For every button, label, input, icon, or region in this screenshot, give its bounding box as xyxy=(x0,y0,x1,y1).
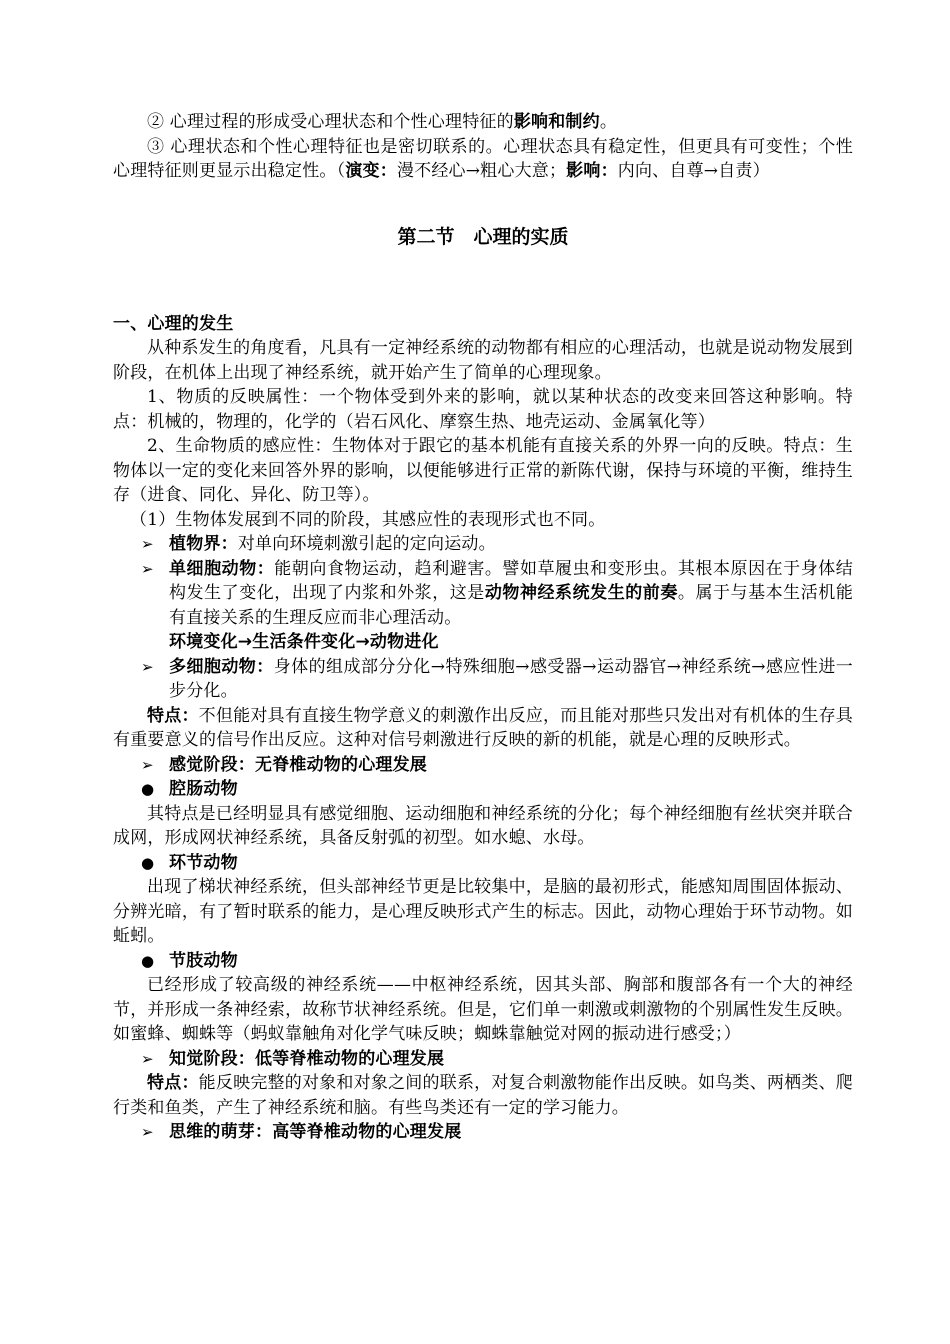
arrow-bullet-icon: ➢ xyxy=(141,1049,154,1068)
list-item-perception-stage: ➢ 知觉阶段：低等脊椎动物的心理发展 xyxy=(113,1047,853,1072)
paragraph-7: 特点：不但能对具有直接生物学意义的刺激作出反应，而且能对那些只发出对有机体的生存具有重要意义的信号作出反应。这种对信号刺激进行反映的新的机能，就是心理的反映形式。 xyxy=(113,705,853,750)
list-item-plant: ➢ 植物界：对单向环境刺激引起的定向运动。 xyxy=(113,532,853,557)
arrow-bullet-icon: ➢ xyxy=(141,755,154,774)
arrow-bullet-icon: ➢ xyxy=(141,657,154,676)
paragraph-3: 从种系发生的角度看，凡具有一定神经系统的动物都有相应的心理活动，也就是说动物发展到阶段，在机体上出现了神经系统，就开始产生了简单的心理现象。 xyxy=(113,338,853,383)
arrow-bullet-icon: ➢ xyxy=(141,559,154,578)
section-title: 第二节 心理的实质 xyxy=(397,225,569,248)
paragraph-1: ② 心理过程的形成受心理状态和个性心理特征的影响和制约。 xyxy=(147,112,618,132)
heading-origin: 一、心理的发生 xyxy=(113,313,234,334)
dot-bullet-icon: ● xyxy=(141,780,155,798)
dot-bullet-icon: ● xyxy=(141,853,155,872)
list-item-single-cell: ➢ 单细胞动物：能朝向食物运动，趋利避害。譬如草履虫和变形虫。其根本原因在于身体结构发生了变化，出现了内浆和外浆，这是动物神经系统发生的前奏。属于与基本生活机能有直接关系的生理反应而非心理活动。 xyxy=(141,558,854,628)
paragraph-4: 1、物质的反映属性：一个物体受到外来的影响，就以某种状态的改变来回答这种影响。特点：机械的，物理的，化学的（岩石风化、摩察生热、地壳运动、金属氧化等） xyxy=(113,387,853,432)
list-item-arthropoda: ● 节肢动物 xyxy=(113,949,853,974)
paragraph-2: ③ 心理状态和个性心理特征也是密切联系的。心理状态具有稳定性，但更具有可变性；个性心理特征则更显示出稳定性。（演变：漫不经心→粗心大意；影响：内向、自尊→自责） xyxy=(113,136,853,181)
document-page xyxy=(113,110,853,1145)
list-item-multi-cell: ➢ 多细胞动物：身体的组成部分分化→特殊细胞→感受器→运动器官→神经系统→感应性进一步分化。 xyxy=(141,656,853,701)
paragraph-11: 特点：能反映完整的对象和对象之间的联系，对复合刺激物能作出反映。如鸟类、两栖类、爬行类和鱼类，产生了神经系统和脑。有些鸟类还有一定的学习能力。 xyxy=(113,1073,853,1118)
paragraph-5: 2、生命物质的感应性：生物体对于跟它的基本机能有直接关系的外界一向的反映。特点：生物体以一定的变化来回答外界的影响，以便能够进行正常的新陈代谢，保持与环境的平衡，维持生存（进食、同化、异化、防卫等）。 xyxy=(113,436,853,505)
paragraph-6: （1）生物体发展到不同的阶段，其感应性的表现形式也不同。 xyxy=(130,509,606,530)
list-item-sense-stage: ➢ 感觉阶段：无脊椎动物的心理发展 xyxy=(113,753,853,778)
env-line: 环境变化→生活条件变化→动物进化 xyxy=(169,632,439,652)
arrow-bullet-icon: ➢ xyxy=(141,535,154,553)
list-item-thought-stage: ➢ 思维的萌芽：高等脊椎动物的心理发展 xyxy=(113,1120,853,1145)
dot-bullet-icon: ● xyxy=(141,951,155,970)
list-item-cnidaria: ● 腔肠动物 xyxy=(113,777,853,802)
paragraph-9: 出现了梯状神经系统，但头部神经节更是比较集中，是脑的最初形式，能感知周围固体振动、分辨光暗，有了暂时联系的能力，是心理反映形式产生的标志。因此，动物心理始于环节动物。如蚯蚓。 xyxy=(113,877,853,946)
paragraph-10: 已经形成了较高级的神经系统——中枢神经系统，因其头部、胸部和腹部各有一个大的神经节，并形成一条神经索，故称节状神经系统。但是，它们单一刺激或刺激物的个别属性发生反映。如蜜蜂、蜘蛛等（蚂蚁靠触角对化学气味反映；蜘蛛靠触觉对网的振动进行感受；） xyxy=(113,975,853,1044)
list-item-annelida: ● 环节动物 xyxy=(113,851,853,876)
paragraph-8: 其特点是已经明显具有感觉细胞、运动细胞和神经系统的分化；每个神经细胞有丝状突并联合成网，形成网状神经系统，具备反射弧的初型。如水螅、水母。 xyxy=(113,803,853,848)
arrow-bullet-icon: ➢ xyxy=(141,1123,154,1141)
